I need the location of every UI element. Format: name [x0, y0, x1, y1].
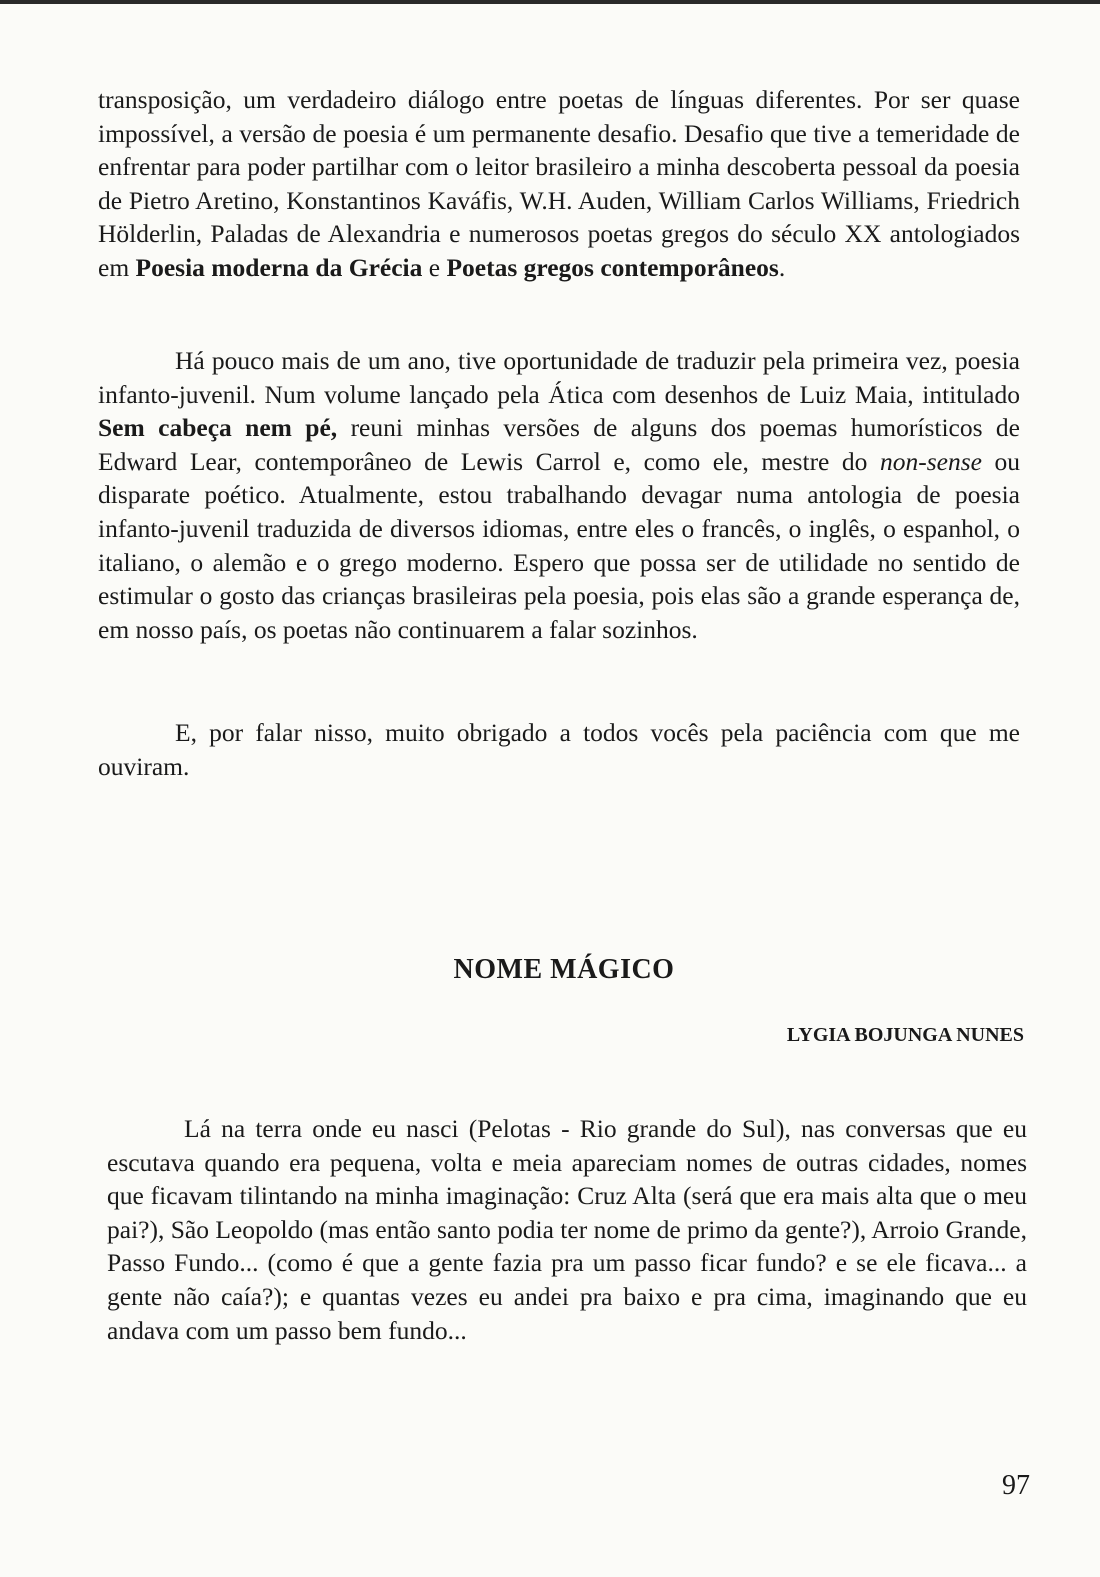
paragraph-text: .: [778, 252, 786, 282]
paragraph-text: e: [422, 252, 447, 282]
paragraph-translation-challenge: [98, 83, 1020, 285]
paragraph-text: reuni minhas versões de alguns dos poemas humorísticos de Edward Lear, contemporâneo de Lewis Carrol e, como ele, mestre do: [98, 413, 1020, 476]
page-number: 97: [1002, 1470, 1030, 1501]
paragraph-text: transposição, um verdadeiro diálogo entre poetas de línguas diferentes. Por ser quase impossível, a versão de poesia é um permanente desafio. Desafio que tive a temeridade de enfrentar para poder partilhar com o leitor brasileiro a minha descoberta pessoal da poesia de Pietro Aretino, Konstantinos Kaváfis, W.H. Auden, William Carlos Williams, Friedrich Hölderlin, Paladas de Alexandria e numerosos poetas gregos do século XX antologiados em: [98, 85, 1020, 282]
book-title-poetas-gregos: Poetas gregos contemporâneos: [446, 252, 779, 282]
paragraph-text: ou disparate poético. Atualmente, estou trabalhando devagar numa antologia de poesia infanto-juvenil traduzida de diversos idiomas, entre eles o francês, o inglês, o espanhol, o italiano, o alemão e o grego moderno. Espero que possa ser de utilidade no sentido de estimular o gosto das crianças brasileiras pela poesia, pois elas são a grande esperança de, em nosso país, os poetas não continuarem a falar sozinhos.: [98, 446, 1020, 644]
book-title-sem-cabeca: Sem cabeça nem pé,: [98, 413, 338, 443]
italic-term-non-sense: non-sense: [879, 446, 982, 476]
paragraph-childrens-poetry: [98, 344, 1020, 646]
book-title-poesia-moderna: Poesia moderna da Grécia: [135, 252, 423, 282]
paragraph-text: Lá na terra onde eu nasci (Pelotas - Rio grande do Sul), nas conversas que eu escutava quando era pequena, volta e meia apareciam nomes de outras cidades, nomes que ficavam tilintando na minha imaginação: Cruz Alta (será que era mais alta que o meu pai?), São Leopoldo (mas então santo podia ter nome de primo da gente?), Arroio Grande, Passo Fundo... (como é que a gente fazia pra um passo ficar fundo? e se ele ficava... a gente não caía?); e quantas vezes eu andei pra baixo e pra cima, imaginando que eu andava com um passo bem fundo...: [107, 1114, 1027, 1345]
paragraph-text: Há pouco mais de um ano, tive oportunidade de traduzir pela primeira vez, poesia infanto-juvenil. Num volume lançado pela Ática com desenhos de Luiz Maia, intitulado: [98, 346, 1020, 409]
paragraph-pelotas-memory: [107, 1112, 1027, 1347]
paragraph-closing-thanks: [98, 716, 1020, 783]
essay-author: LYGIA BOJUNGA NUNES: [786, 1024, 1024, 1046]
paragraph-text: E, por falar nisso, muito obrigado a todos vocês pela paciência com que me ouviram.: [98, 718, 1020, 781]
essay-title: NOME MÁGICO: [453, 954, 675, 985]
